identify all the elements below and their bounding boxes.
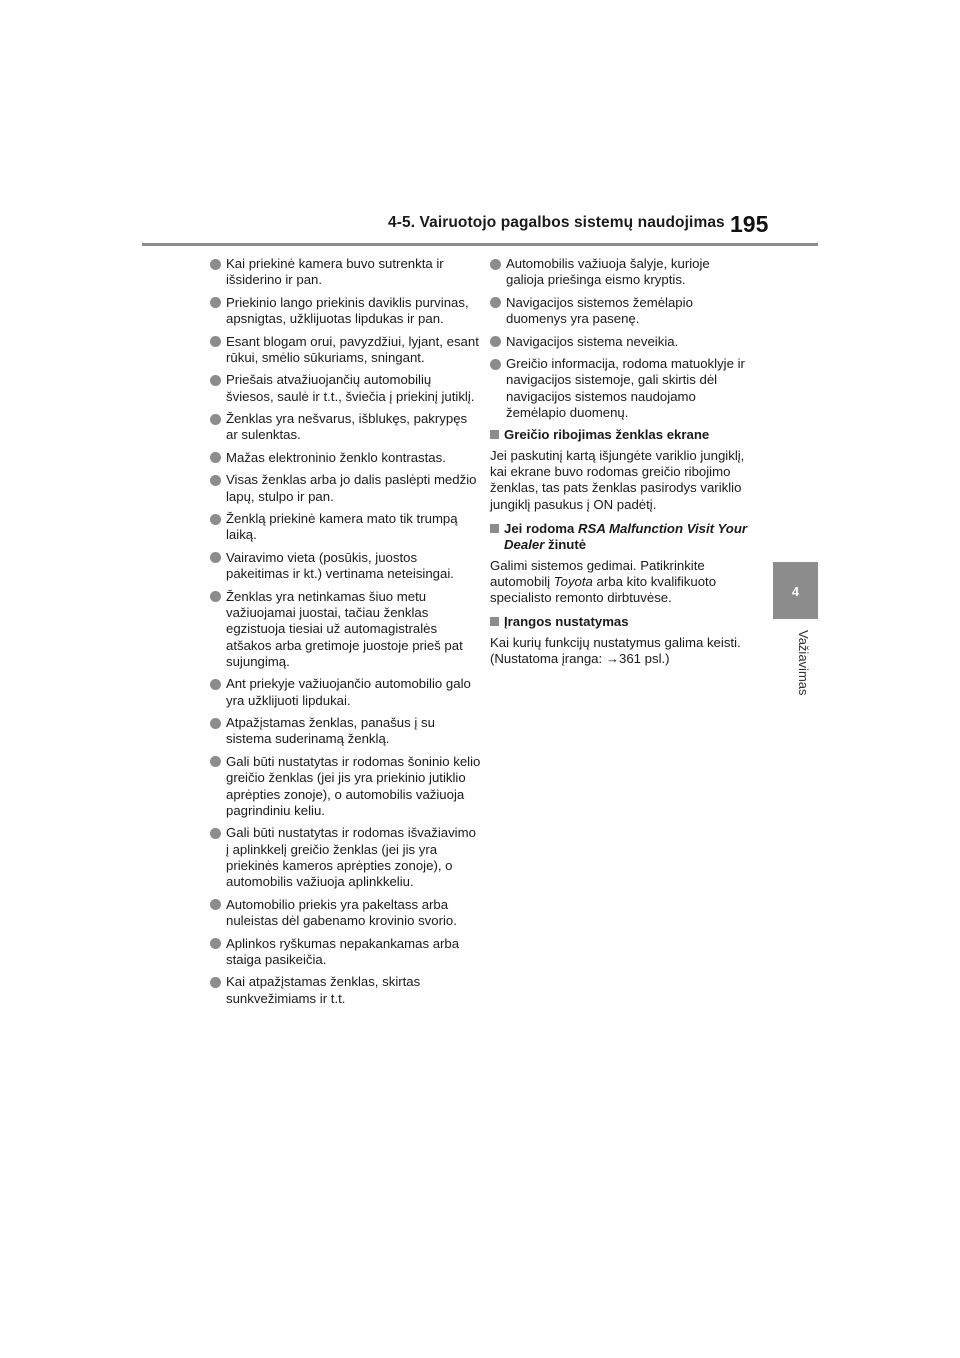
round-bullet-icon bbox=[210, 828, 221, 839]
round-bullet-icon bbox=[210, 514, 221, 525]
chapter-label: Važiavimas bbox=[796, 630, 811, 696]
heading-text: Greičio ribojimas ženklas ekrane bbox=[504, 427, 710, 443]
bullet-text: Kai atpažįstamas ženklas, skirtas sunkvežimiams ir t.t. bbox=[226, 974, 421, 1006]
round-bullet-icon bbox=[210, 259, 221, 270]
square-bullet-icon bbox=[490, 430, 499, 439]
round-bullet-icon bbox=[210, 977, 221, 988]
bullet-text: Automobilis važiuoja šalyje, kurioje galioja priešinga eismo kryptis. bbox=[506, 256, 710, 288]
bullet-item bbox=[210, 372, 482, 405]
bullet-text: Ženklą priekinė kamera mato tik trumpą laiką. bbox=[226, 511, 458, 543]
chapter-tab bbox=[773, 562, 818, 619]
square-bullet-icon bbox=[490, 524, 499, 533]
round-bullet-icon bbox=[210, 375, 221, 386]
round-bullet-icon bbox=[210, 414, 221, 425]
section-heading-rsa-malfunction bbox=[490, 521, 750, 554]
right-bullet-list bbox=[490, 256, 750, 421]
round-bullet-icon bbox=[210, 591, 221, 602]
bullet-item bbox=[210, 897, 482, 930]
bullet-text: Vairavimo vieta (posūkis, juostos pakeitimas ir kt.) vertinama neteisingai. bbox=[226, 549, 454, 582]
bullet-text: Automobilio priekis yra pakeltass arba nuleistas dėl gabenamo krovinio svorio. bbox=[226, 896, 457, 929]
paragraph-equipment-settings: Kai kurių funkcijų nustatymus galima keisti. (Nustatoma įranga: →361 psl.) bbox=[490, 634, 741, 666]
bullet-item bbox=[210, 974, 482, 1007]
section-heading-equipment-settings bbox=[490, 614, 750, 630]
left-column bbox=[210, 256, 482, 1013]
square-bullet-icon bbox=[490, 617, 499, 626]
round-bullet-icon bbox=[210, 452, 221, 463]
bullet-text: Greičio informacija, rodoma matuoklyje ir navigacijos sistemoje, gali skirtis dėl navigacijos sistemos naudojamo žemėlapio duomenų. bbox=[506, 356, 745, 420]
bullet-text: Ženklas yra netinkamas šiuo metu važiuojamai juostai, tačiau ženklas egzistuoja tiesiai už automagistralės atšakos arba gretimoje juostoje prieš pat sujungimą. bbox=[226, 588, 463, 669]
bullet-text: Esant blogam orui, pavyzdžiui, lyjant, esant rūkui, smėlio sūkuriams, sningant. bbox=[226, 333, 479, 365]
bullet-item bbox=[210, 715, 482, 748]
bullet-item bbox=[490, 356, 750, 421]
bullet-text: Ant priekyje važiuojančio automobilio galo yra užklijuoti lipdukai. bbox=[226, 676, 471, 708]
page-number: 195 bbox=[730, 211, 769, 237]
bullet-item bbox=[490, 256, 750, 289]
round-bullet-icon bbox=[210, 938, 221, 949]
section-title: 4-5. Vairuotojo pagalbos sistemų naudojimas bbox=[388, 214, 725, 231]
round-bullet-icon bbox=[490, 259, 501, 270]
heading-prefix: Jei rodoma bbox=[504, 520, 579, 536]
section-heading-speed-limit bbox=[490, 427, 750, 443]
header-divider bbox=[142, 243, 818, 246]
heading-suffix: žinutė bbox=[544, 537, 587, 553]
text-after: arba kito kvalifikuoto specialisto remonto dirbtuvėse. bbox=[490, 573, 717, 606]
bullet-item bbox=[210, 754, 482, 819]
paragraph-speed-limit: Jei paskutinį kartą išjungėte variklio jungiklį, kai ekrane buvo rodomas greičio ribojimo ženklas, tas pats ženklas pasirodys variklio jungiklį pasukus į ON padėtį. bbox=[490, 447, 745, 512]
bullet-item bbox=[210, 511, 482, 544]
round-bullet-icon bbox=[490, 297, 501, 308]
bullet-item bbox=[210, 550, 482, 583]
round-bullet-icon bbox=[210, 475, 221, 486]
bullet-item bbox=[490, 295, 750, 328]
round-bullet-icon bbox=[210, 899, 221, 910]
round-bullet-icon bbox=[210, 679, 221, 690]
brand-name: Toyota bbox=[553, 573, 593, 589]
heading-text: Įrangos nustatymas bbox=[504, 614, 629, 630]
chapter-number: 4 bbox=[791, 584, 800, 599]
bullet-text: Gali būti nustatytas ir rodomas šoninio kelio greičio ženklas (jei jis yra priekinio jutiklio aprėpties zonoje), o automobilis važiuoja pagrindiniu keliu. bbox=[226, 753, 481, 818]
bullet-item bbox=[210, 825, 482, 890]
bullet-item bbox=[210, 472, 482, 505]
round-bullet-icon bbox=[210, 756, 221, 767]
bullet-text: Visas ženklas arba jo dalis paslėpti medžio lapų, stulpo ir pan. bbox=[226, 472, 477, 504]
round-bullet-icon bbox=[210, 297, 221, 308]
bullet-text: Atpažįstamas ženklas, panašus į su sistema suderinamą ženklą. bbox=[226, 715, 435, 747]
bullet-text: Priešais atvažiuojančių automobilių šviesos, saulė ir t.t., šviečia į priekinį jutiklį. bbox=[226, 372, 475, 404]
bullet-item bbox=[210, 256, 482, 289]
bullet-text: Kai priekinė kamera buvo sutrenkta ir išsiderino ir pan. bbox=[226, 256, 444, 288]
bullet-text: Navigacijos sistema neveikia. bbox=[506, 333, 679, 349]
text-before: Galimi sistemos gedimai. Patikrinkite automobilį bbox=[490, 557, 705, 589]
right-column bbox=[490, 256, 750, 675]
bullet-item bbox=[210, 450, 482, 466]
bullet-item bbox=[210, 334, 482, 367]
bullet-item bbox=[210, 589, 482, 670]
bullet-text: Priekinio lango priekinis daviklis purvinas, apsnigtas, užklijuotas lipdukas ir pan. bbox=[226, 294, 469, 327]
bullet-item bbox=[210, 936, 482, 969]
round-bullet-icon bbox=[490, 336, 501, 347]
round-bullet-icon bbox=[210, 336, 221, 347]
bullet-text: Aplinkos ryškumas nepakankamas arba staiga pasikeičia. bbox=[226, 935, 460, 967]
bullet-item bbox=[490, 334, 750, 350]
bullet-text: Mažas elektroninio ženklo kontrastas. bbox=[226, 449, 446, 465]
round-bullet-icon bbox=[210, 552, 221, 563]
bullet-item bbox=[210, 676, 482, 709]
paragraph-rsa-malfunction bbox=[490, 558, 750, 607]
bullet-item bbox=[210, 411, 482, 444]
bullet-text: Ženklas yra nešvarus, išblukęs, pakrypęs ar sulenktas. bbox=[226, 411, 468, 443]
round-bullet-icon bbox=[210, 718, 221, 729]
heading-message: RSA Malfunction Visit Your Dealer bbox=[504, 520, 748, 553]
round-bullet-icon bbox=[490, 359, 501, 370]
bullet-item bbox=[210, 295, 482, 328]
bullet-text: Gali būti nustatytas ir rodomas išvažiavimo į aplinkkelį greičio ženklas (jei jis yra priekinės kameros aprėpties zonoje), o automobilis važiuoja aplinkkeliu. bbox=[226, 825, 476, 890]
bullet-text: Navigacijos sistemos žemėlapio duomenys yra pasenę. bbox=[506, 294, 693, 327]
